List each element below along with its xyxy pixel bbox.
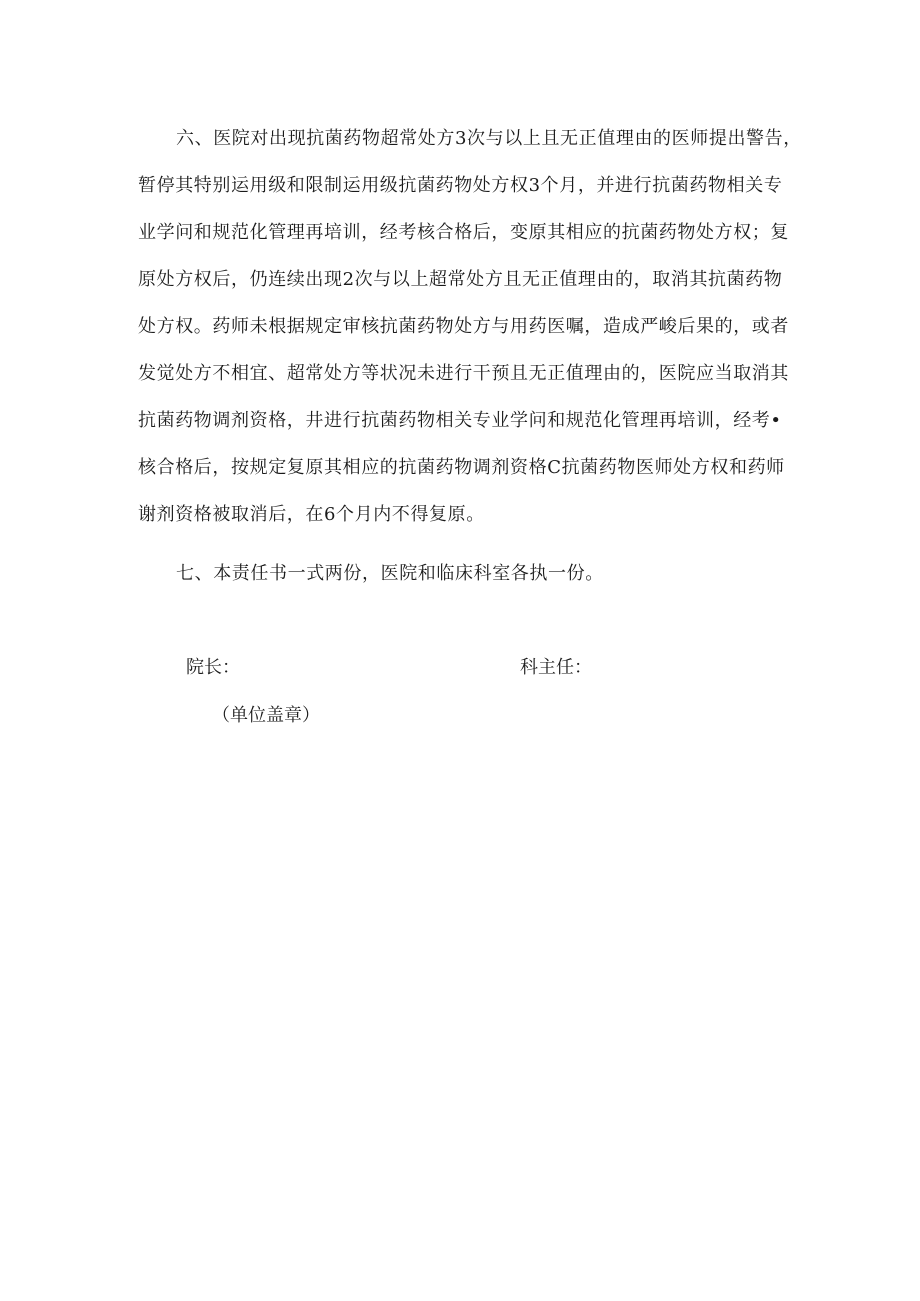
president-signature-label: 院长： bbox=[186, 657, 240, 678]
paragraph-6-line-7: 抗菌药物调剂资格，井进行抗菌药物相关专业学问和规范化管理再培训，经考• bbox=[138, 410, 782, 431]
paragraph-6-line-4: 原处方权后，仍连续出现2次与以上超常处方且无正值理由的，取消其抗菌药物 bbox=[138, 269, 783, 290]
paragraph-6-line-2: 暂停其特别运用级和限制运用级抗菌药物处方权3个月，并进行抗菌药物相关专 bbox=[138, 175, 783, 196]
paragraph-6-line-6: 发觉处方不相宜、超常处方等状况未进行干预且无正值理由的，医院应当取消其 bbox=[138, 363, 789, 384]
paragraph-6-line-1: 六、医院对出现抗菌药物超常处方3次与以上且无正值理由的医师提出警告， bbox=[176, 128, 802, 149]
unit-seal-note: （单位盖章） bbox=[212, 705, 320, 726]
paragraph-6-line-8: 核合格后，按规定复原其相应的抗菌药物调剂资格C抗菌药物医师处方权和药师 bbox=[138, 457, 785, 478]
paragraph-6-line-3: 业学问和规范化管理再培训，经考核合格后，变原其相应的抗菌药物处方权；复 bbox=[138, 222, 789, 243]
paragraph-6-line-9: 谢剂资格被取消后，在6个月内不得复原。 bbox=[138, 504, 485, 525]
paragraph-6-line-5: 处方权。药师未根据规定审核抗菌药物处方与用药医嘱，造成严峻后果的，或者 bbox=[138, 316, 789, 337]
department-head-signature-label: 科主任： bbox=[520, 657, 592, 678]
paragraph-7: 七、本责任书一式两份，医院和临床科室各执一份。 bbox=[176, 563, 604, 584]
